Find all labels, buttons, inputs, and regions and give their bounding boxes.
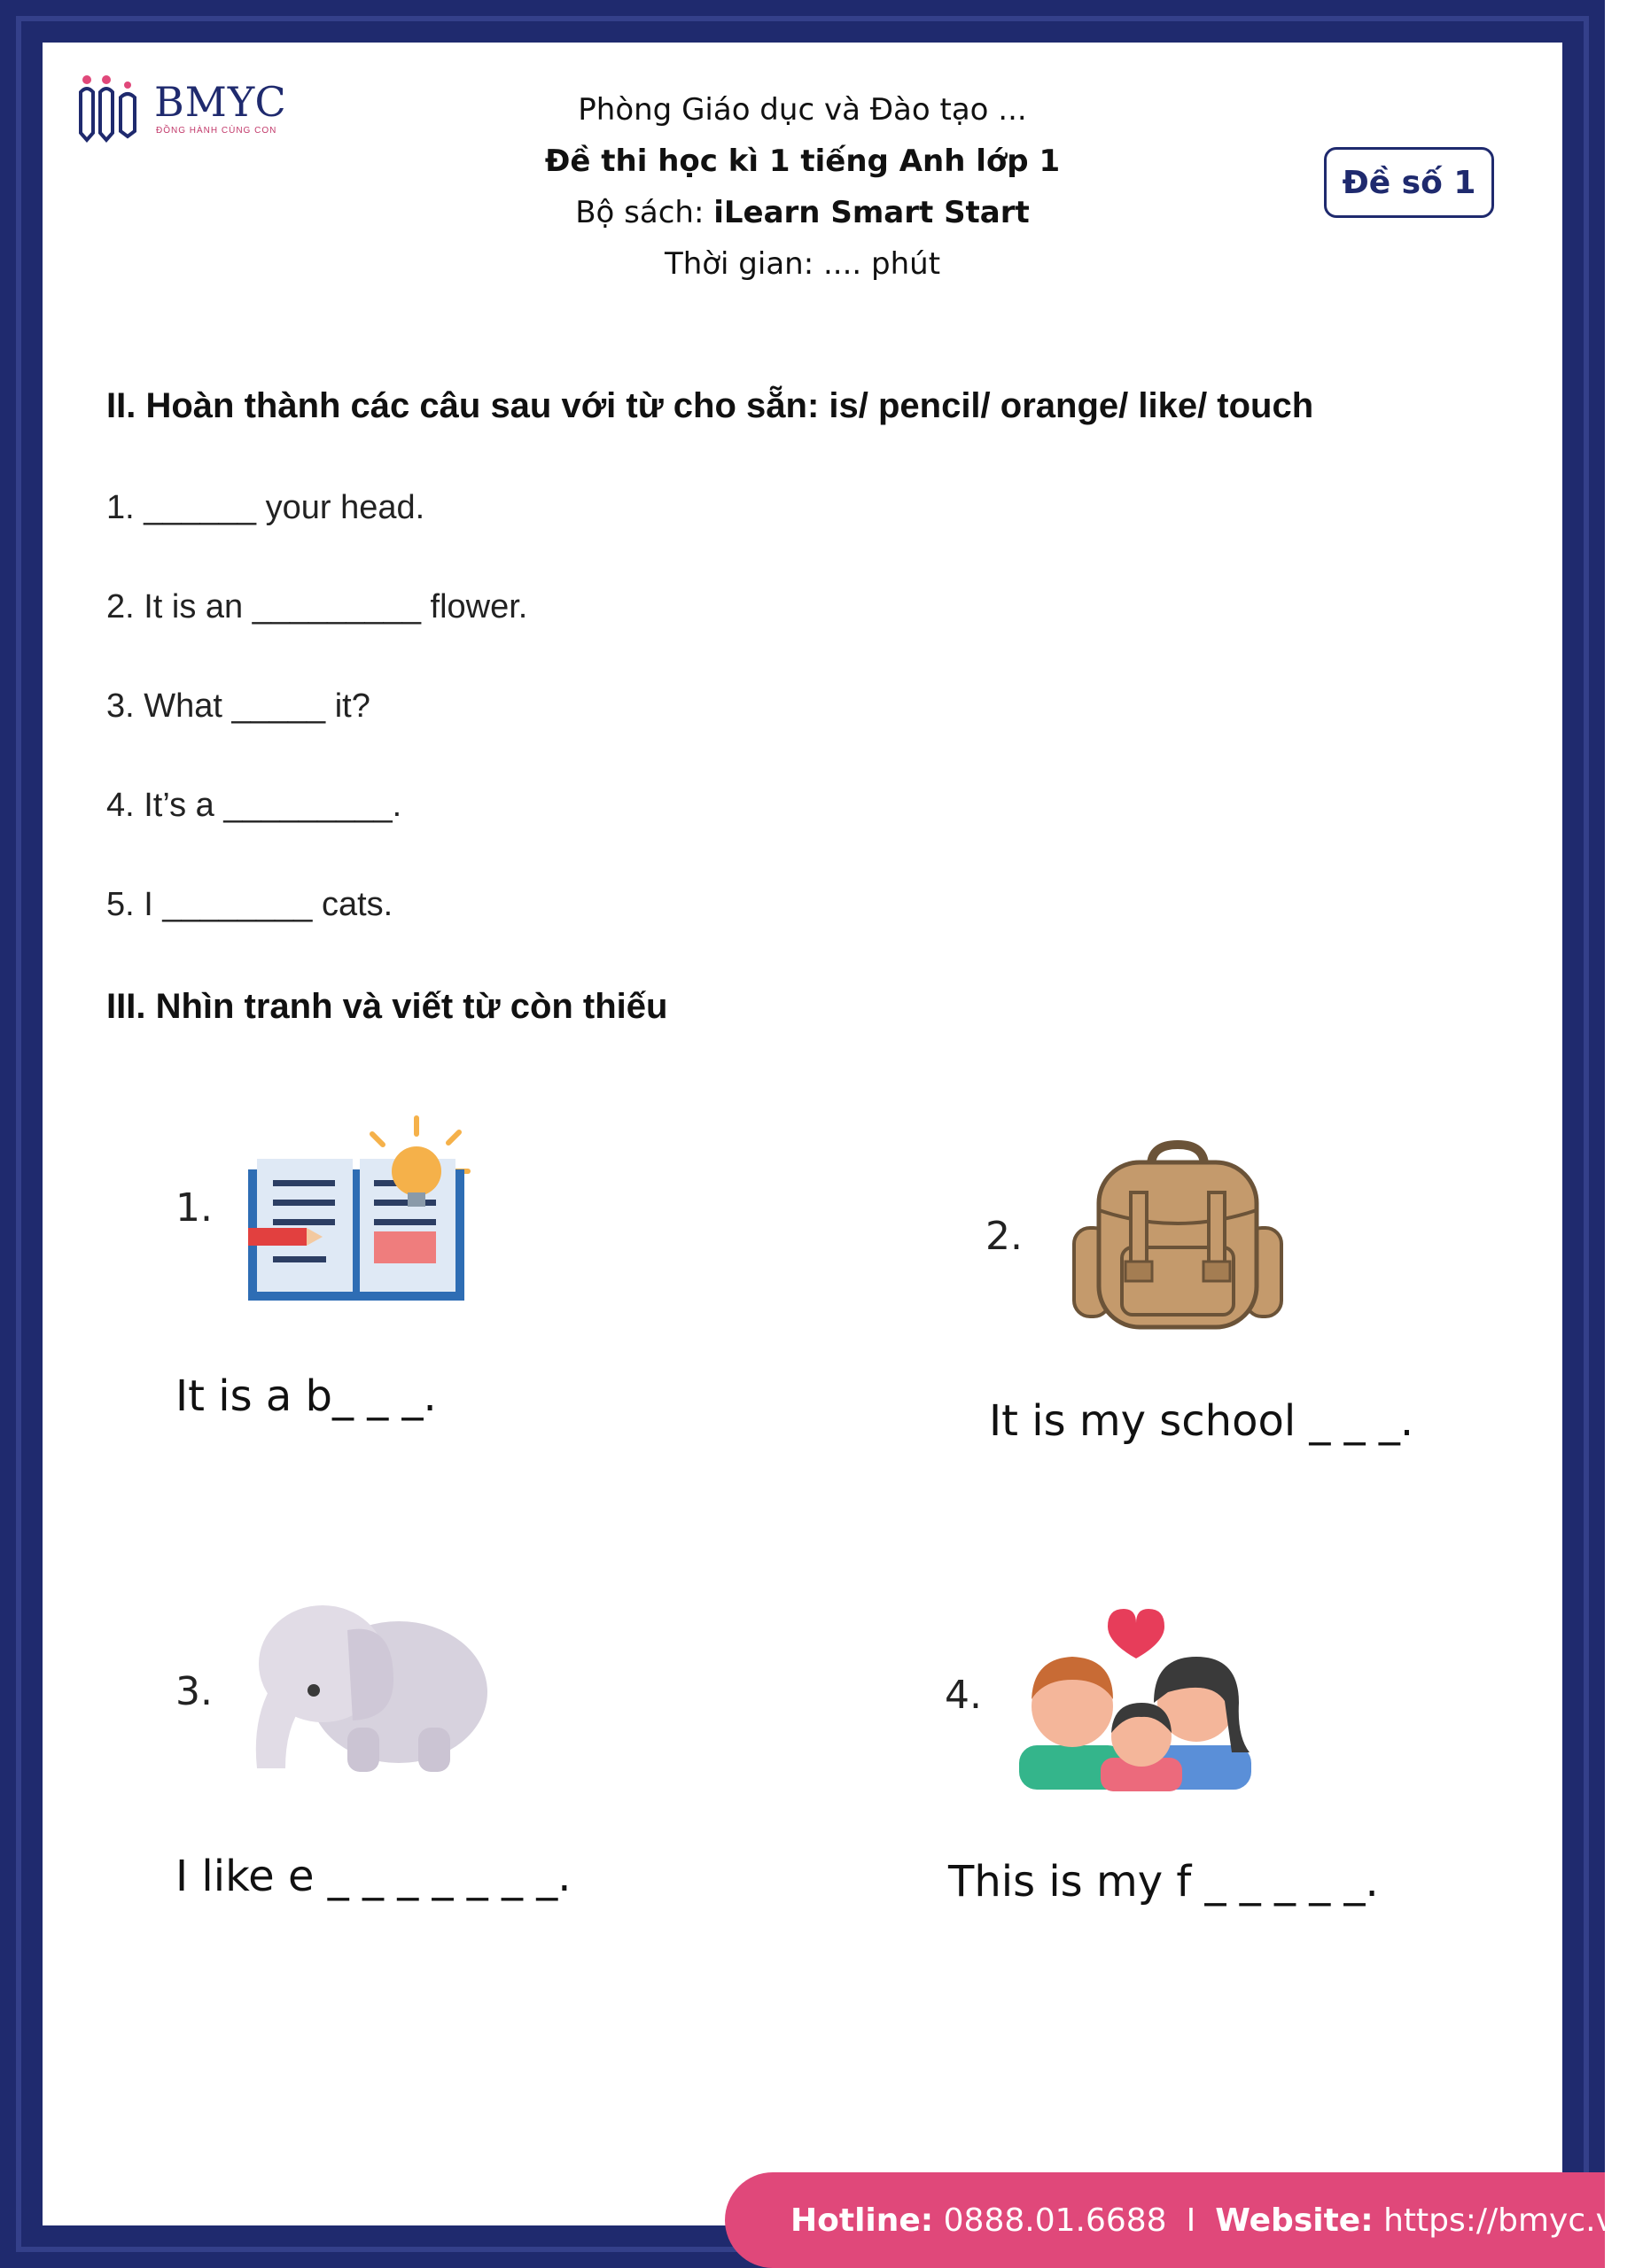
family-icon — [1016, 1604, 1257, 1795]
header-exam-title: Đề thi học kì 1 tiếng Anh lớp 1 — [544, 144, 1061, 179]
footer-contact-bar — [725, 2172, 1635, 2268]
fill-blank-item: 2. It is an _________ flower. — [106, 588, 528, 625]
hotline-number: 0888.01.6688 — [943, 2202, 1167, 2239]
picture-item-number: 2. — [985, 1214, 1023, 1259]
footer-separator: I — [1186, 2202, 1196, 2239]
fill-blank-item: 4. It’s a _________. — [106, 787, 402, 824]
fill-blank-item: 1. ______ your head. — [106, 489, 425, 526]
picture-item-sentence: I like e _ _ _ _ _ _ _. — [175, 1852, 572, 1901]
backpack-icon — [1067, 1139, 1289, 1334]
header-department: Phòng Giáo dục và Đào tạo ... — [578, 92, 1027, 128]
website-label: Website: — [1215, 2202, 1374, 2239]
website-link[interactable]: https://bmyc.vn — [1383, 2202, 1635, 2239]
picture-item-number: 1. — [175, 1185, 213, 1231]
header-book-name: iLearn Smart Start — [713, 195, 1030, 230]
section-3-title: III. Nhìn tranh và viết từ còn thiếu — [106, 987, 668, 1026]
book-icon — [241, 1115, 480, 1309]
section-2-title: II. Hoàn thành các câu sau với từ cho sẵn: is/ pencil/ orange/ like/ touch — [106, 386, 1314, 425]
logo-text: BMYC — [154, 78, 287, 126]
elephant-icon — [241, 1595, 498, 1781]
exam-number-badge: Đề số 1 — [1324, 147, 1494, 218]
picture-item-number: 3. — [175, 1669, 213, 1714]
picture-item-sentence: It is my school _ _ _. — [989, 1396, 1414, 1446]
picture-item-number: 4. — [945, 1673, 982, 1718]
logo-tagline: ĐỒNG HÀNH CÙNG CON — [156, 126, 277, 136]
fill-blank-item: 5. I ________ cats. — [106, 886, 393, 923]
hotline-label: Hotline: — [790, 2202, 934, 2239]
header-time: Thời gian: .... phút — [664, 246, 941, 282]
header-book-prefix: Bộ sách: — [575, 195, 714, 230]
picture-item-sentence: This is my f _ _ _ _ _. — [948, 1857, 1379, 1907]
picture-item-sentence: It is a b_ _ _. — [175, 1371, 437, 1421]
fill-blank-item: 3. What _____ it? — [106, 687, 370, 725]
